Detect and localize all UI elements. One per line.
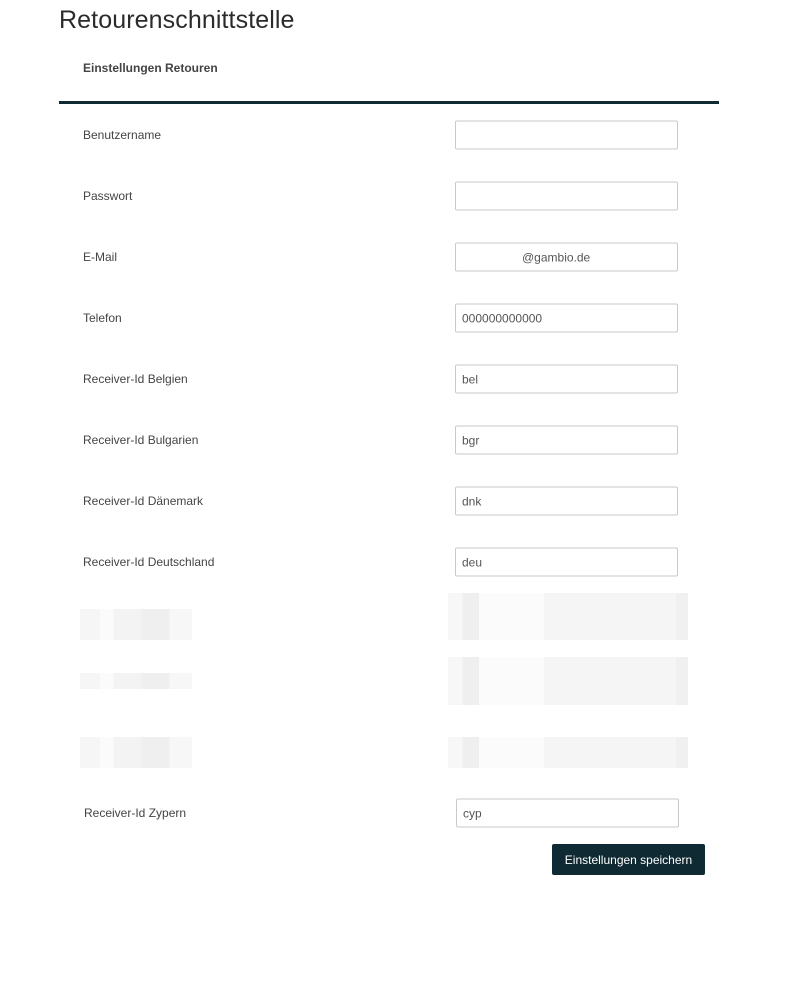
field-label: Passwort (83, 189, 133, 203)
save-settings-button[interactable]: Einstellungen speichern (552, 844, 705, 875)
section-divider (59, 101, 719, 104)
obscured-input (448, 593, 688, 640)
email-input[interactable] (455, 243, 678, 272)
form-row-receiver-deutschland (0, 542, 800, 582)
form-row-receiver-belgien (0, 359, 800, 399)
obscured-input (448, 657, 688, 705)
page-title: Retourenschnittstelle (59, 6, 295, 34)
obscured-input (448, 737, 688, 768)
field-label: Receiver-Id Deutschland (83, 555, 215, 569)
form-row-password (0, 176, 800, 216)
phone-input[interactable] (455, 304, 678, 333)
form-row-username (0, 115, 800, 155)
receiver-id-bulgarien-input[interactable] (455, 426, 678, 455)
receiver-id-belgien-input[interactable] (455, 365, 678, 394)
obscured-label (80, 737, 192, 768)
field-label: Telefon (83, 311, 122, 325)
password-input[interactable] (455, 182, 678, 211)
username-input[interactable] (455, 121, 678, 150)
form-row-phone (0, 298, 800, 338)
form-row-email (0, 237, 800, 277)
obscured-label (80, 673, 192, 689)
field-label: Receiver-Id Dänemark (83, 494, 204, 508)
form-row-receiver-bulgarien (0, 420, 800, 460)
receiver-id-zypern-input[interactable] (456, 799, 679, 828)
field-label: E-Mail (83, 250, 118, 264)
section-title: Einstellungen Retouren (83, 61, 218, 75)
form-row-receiver-daenemark (0, 481, 800, 521)
field-label: Receiver-Id Belgien (83, 372, 188, 386)
receiver-id-deutschland-input[interactable] (455, 548, 678, 577)
obscured-label (80, 609, 192, 640)
field-label: Receiver-Id Bulgarien (83, 433, 199, 447)
receiver-id-daenemark-input[interactable] (455, 487, 678, 516)
field-label: Receiver-Id Zypern (84, 806, 187, 820)
field-label: Benutzername (83, 128, 162, 142)
form-row-receiver-zypern (0, 793, 800, 833)
